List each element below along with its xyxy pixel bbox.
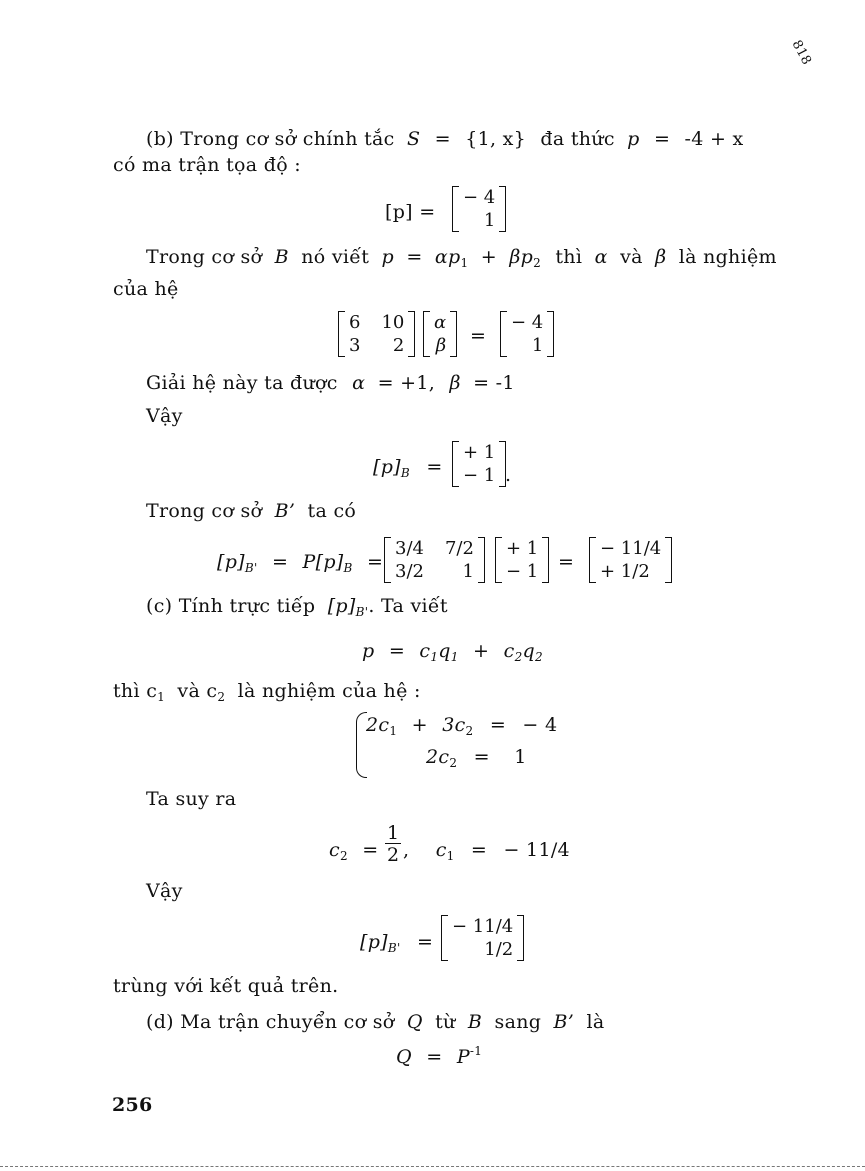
p-B-matrix — [452, 441, 506, 487]
system-b-rhs — [500, 311, 554, 357]
matrix-cell: + 1/2 — [600, 561, 650, 582]
thi-line: thì $c_1$ và $c_2$ là nghiệm của hệ : — [113, 680, 421, 704]
matrix-cell: β — [435, 335, 447, 356]
ta-suy-ra: Ta suy ra — [146, 788, 237, 810]
vay-1: Vậy — [146, 405, 183, 427]
solve-line: Giải hệ này ta được α = +1, β = -1 — [146, 372, 515, 394]
matrix-cell: + 1 — [463, 442, 496, 463]
system-b-coefficient-matrix — [338, 311, 415, 357]
matrix-cell: α — [434, 312, 447, 333]
matrix-cell: 3 — [349, 335, 361, 356]
Q-equation: $Q = P^{-1}$ — [396, 1044, 483, 1068]
p-B-vector — [495, 537, 549, 583]
matrix-cell: − 11/4 — [600, 538, 662, 559]
corner-mark: 818 — [788, 37, 814, 68]
p-Bprime-final-matrix — [441, 915, 524, 961]
page-number: 256 — [112, 1094, 153, 1116]
matrix-cell: − 4 — [463, 187, 496, 208]
matrix-cell: − 1 — [463, 465, 496, 486]
p-Bprime-result — [589, 537, 672, 583]
system-c-row-1: $2c_1 + 3c_2$ = − 4 — [366, 714, 558, 738]
p-Bprime-lhs: $[p]_{B'} = P[p]_B$ = — [217, 551, 384, 575]
matrix-cell: + 1 — [506, 538, 539, 559]
c2-label: $c_2$ = — [329, 839, 379, 863]
basis-bprime-line: Trong cơ sở B’ ta có — [146, 500, 357, 522]
matrix-cell: 3/2 — [395, 561, 424, 582]
system-b-equals: = — [470, 325, 487, 347]
part-d-line: (d) Ma trận chuyển cơ sở Q từ B sang B’ là — [146, 1011, 605, 1033]
trung-text: trùng với kết quả trên. — [113, 975, 339, 997]
system-b-unknowns — [423, 311, 457, 357]
part-b-line-2: có ma trận tọa độ : — [113, 154, 302, 176]
vay-2: Vậy — [146, 880, 183, 902]
p-coord-lhs: [p] = — [385, 201, 436, 223]
matrix-cell: 1 — [462, 561, 474, 582]
matrix-cell: 7/2 — [444, 538, 474, 559]
matrix-cell: 10 — [381, 312, 405, 333]
basis-b-line: Trong cơ sở B nó viết $p = \alpha p_1 + \beta p_2$ thì α và β là nghiệm — [146, 246, 777, 270]
matrix-cell: 1 — [531, 335, 544, 356]
matrix-cell: 6 — [349, 312, 361, 333]
p-Bprime-equals: = — [558, 551, 575, 573]
p-B-lhs: $[p]_B$ = — [373, 456, 443, 480]
matrix-cell: − 1 — [506, 561, 539, 582]
part-c-line: (c) Tính trực tiếp $[p]_{B'}$. Ta viết — [146, 595, 448, 619]
matrix-cell: 2 — [392, 335, 405, 356]
scan-edge-line — [0, 1166, 865, 1167]
matrix-cell: − 11/4 — [452, 916, 514, 937]
matrix-cell: 1 — [483, 210, 496, 231]
system-c-row-2: $2c_2 = 1$ — [426, 746, 527, 770]
p-coord-matrix — [452, 186, 506, 232]
matrix-cell: − 4 — [511, 312, 544, 333]
transition-matrix-P — [384, 537, 485, 583]
matrix-cell: 1/2 — [484, 939, 514, 960]
cua-he-text: của hệ — [113, 278, 179, 300]
part-b-line-1: (b) Trong cơ sở chính tắc S = {1, x} đa thức p = -4 + x — [146, 128, 744, 150]
p-B-dot: . — [505, 464, 512, 486]
matrix-cell: 3/4 — [395, 538, 424, 559]
p-linear-combination: $p = c_1q_1 + c_2q_2$ — [362, 640, 543, 664]
fraction-one-half: $\frac{1}{2}$ — [387, 822, 400, 866]
c1-value: , $c_1$ = − 11/4 — [403, 839, 570, 863]
p-Bprime-final-lhs: $[p]_{B'}$ = — [360, 931, 434, 955]
